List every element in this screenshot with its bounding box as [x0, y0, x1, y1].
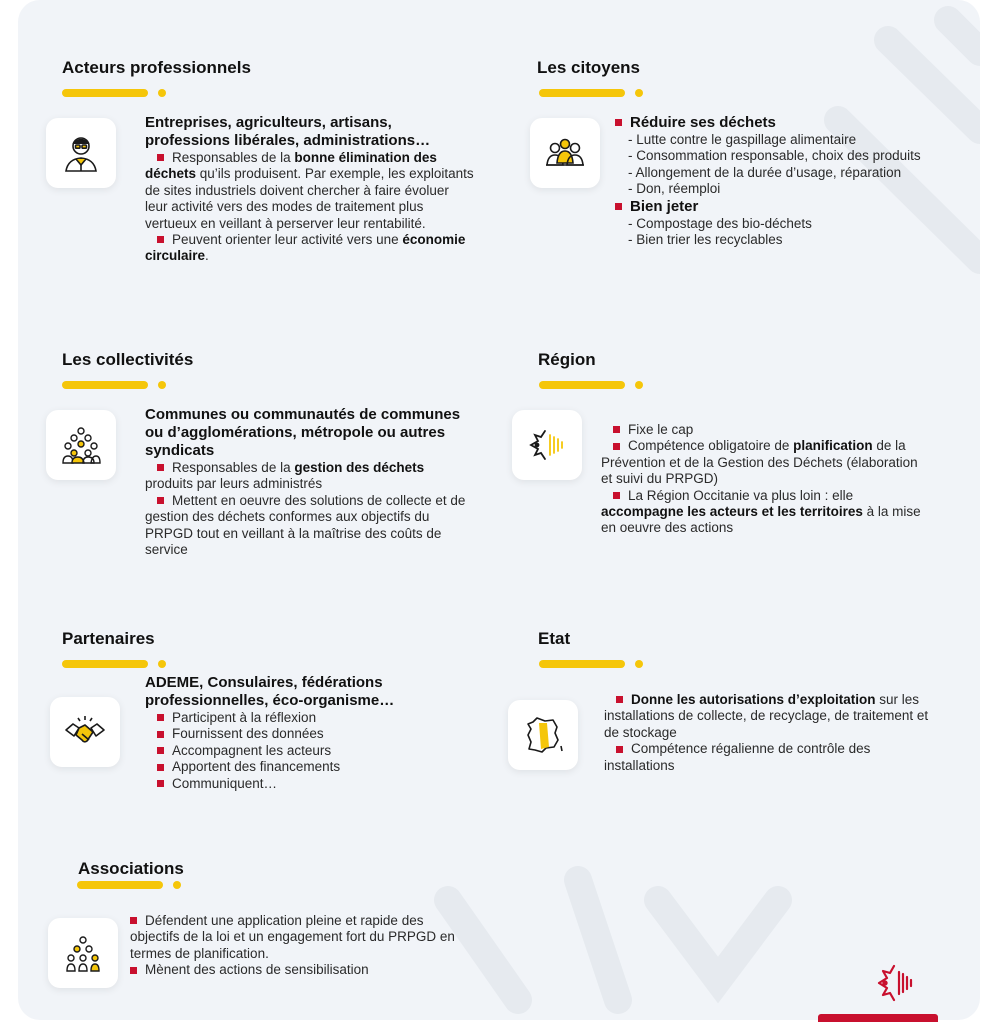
icon-card — [46, 118, 116, 188]
title-underline — [62, 660, 172, 668]
bullet-text: Communiquent… — [172, 775, 278, 791]
bullet-item — [601, 438, 931, 487]
section-title: Acteurs professionnels — [62, 58, 251, 77]
section-title: Les collectivités — [62, 350, 194, 369]
icon-card — [50, 697, 120, 767]
bullet-item — [130, 962, 460, 978]
title-underline — [77, 881, 187, 889]
title-underline — [62, 381, 172, 389]
bullet-text: à la mise en oeuvre des actions — [601, 504, 921, 536]
bullet-bold-text: économie circulaire — [145, 232, 466, 264]
people-pyramid-icon — [61, 931, 105, 975]
community-crowd-icon — [59, 423, 103, 467]
bullet-text: Défendent une application pleine et rapide des objectifs de la loi et un engagement fort du PRPGD en termes de planification. — [130, 913, 455, 961]
bullet-icon — [615, 119, 622, 126]
bullet-icon — [616, 746, 623, 753]
bullet-bold-text: planification — [793, 438, 873, 454]
bullet-text: Compétence régalienne de contrôle des installations — [604, 741, 871, 773]
section-title: Associations — [78, 859, 184, 878]
bullet-item — [130, 913, 460, 962]
list-item: - Compostage des bio-déchets — [628, 215, 812, 231]
lead-text: Entreprises, agriculteurs, artisans, professions libérales, administrations… — [145, 114, 431, 149]
bullet-icon — [616, 696, 623, 703]
bullet-text: . — [205, 248, 209, 264]
icon-card — [512, 410, 582, 480]
region-occitanie-logo-icon — [876, 962, 916, 1004]
lead-text: Communes ou communautés de communes ou d’agglomérations, métropole ou autres syndicats — [145, 406, 461, 459]
bullet-icon — [157, 731, 164, 738]
dash-list — [615, 216, 965, 249]
bullet-icon — [615, 203, 622, 210]
sub-heading — [615, 198, 965, 216]
icon-card — [48, 918, 118, 988]
bullet-text: Responsables de la — [172, 150, 295, 165]
title-underline — [62, 89, 172, 97]
citizens-group-icon — [543, 131, 587, 175]
section-title: Etat — [538, 629, 571, 648]
bullet-item — [601, 422, 931, 438]
bullet-item — [145, 726, 445, 742]
section-title: Les citoyens — [537, 58, 640, 77]
bullet-text: Accompagnent les acteurs — [172, 742, 332, 758]
section-content — [604, 692, 934, 774]
bullet-text: Compétence obligatoire de — [628, 438, 794, 454]
infographic-card — [18, 0, 980, 1020]
bullet-text: Peuvent orienter leur activité vers une — [172, 232, 403, 248]
dash-list — [615, 132, 965, 198]
section-content — [145, 674, 445, 792]
bullet-icon — [157, 497, 164, 504]
lead-text: ADEME, Consulaires, fédérations professionnelles, éco-organisme… — [145, 674, 395, 709]
list-item: - Lutte contre le gaspillage alimentaire — [628, 132, 857, 147]
professional-person-icon — [59, 131, 103, 175]
sub-heading — [615, 114, 965, 132]
bullet-icon — [157, 714, 164, 721]
bullet-text: La Région Occitanie va plus loin : elle — [628, 487, 854, 503]
bullet-text: Mènent des actions de sensibilisation — [145, 962, 369, 978]
bullet-text: Fixe le cap — [628, 422, 694, 437]
section-content — [615, 114, 965, 248]
title-underline — [539, 660, 649, 668]
icon-card — [46, 410, 116, 480]
bullet-item — [604, 692, 934, 741]
bullet-icon — [157, 154, 164, 161]
sub-heading-text: Réduire ses déchets — [630, 114, 776, 131]
bullet-text: Mettent en oeuvre des solutions de collecte et de gestion des déchets conformes aux objectifs du PRPGD tout en veillant à la maîtrise des coûts de service — [145, 492, 466, 558]
bullet-text: Apportent des financements — [172, 759, 341, 775]
section-content — [145, 114, 475, 265]
bullet-item — [145, 743, 445, 759]
bullet-icon — [157, 747, 164, 754]
occitanie-cross-icon — [525, 423, 569, 467]
bullet-text: Fournissent des données — [172, 726, 324, 742]
bullet-bold-text: bonne élimination des déchets — [145, 150, 437, 182]
list-item: - Don, réemploi — [628, 181, 721, 197]
bullet-text: produits par leurs administrés — [145, 476, 323, 492]
bullet-text: qu’ils produisent. Par exemple, les exploitants de sites industriels doivent chercher à faire évoluer leur activité vers des modes de traitement plus vertueux en veillant à perserver leur rentabilité. — [145, 166, 474, 231]
bullet-item — [601, 488, 931, 537]
brand-tab — [818, 1014, 938, 1022]
bullet-item — [145, 493, 475, 559]
bullet-item — [145, 460, 475, 493]
handshake-icon — [63, 710, 107, 754]
france-map-icon — [521, 713, 565, 757]
sub-heading-text: Bien jeter — [630, 197, 699, 215]
bullet-text: Participent à la réflexion — [172, 710, 317, 725]
bullet-bold-text: gestion des déchets — [294, 460, 425, 475]
title-underline — [539, 89, 649, 97]
title-underline — [539, 381, 649, 389]
bullet-icon — [157, 764, 164, 771]
bullet-item — [145, 759, 445, 775]
section-content — [145, 406, 475, 558]
bullet-icon — [157, 236, 164, 243]
bullet-icon — [130, 917, 137, 924]
bullet-item — [604, 741, 934, 774]
bullet-icon — [130, 967, 137, 974]
section-title: Région — [538, 350, 596, 369]
list-item: - Bien trier les recyclables — [628, 232, 783, 248]
icon-card — [508, 700, 578, 770]
bullet-icon — [613, 443, 620, 450]
bullet-text: de la Prévention et de la Gestion des Déchets (élaboration et suivi du PRPGD) — [601, 438, 918, 487]
icon-card — [530, 118, 600, 188]
bullet-text: Responsables de la — [172, 460, 295, 475]
bullet-icon — [157, 780, 164, 787]
bullet-item — [145, 150, 475, 232]
bullet-bold-text: Donne les autorisations d’exploitation — [631, 692, 876, 707]
bullet-icon — [157, 464, 164, 471]
list-item: - Allongement de la durée d’usage, réparation — [628, 164, 902, 180]
bullet-item — [145, 232, 475, 265]
bullet-icon — [613, 426, 620, 433]
bullet-text: sur les installations de collecte, de recyclage, de traitement et de stockage — [604, 692, 929, 740]
bullet-icon — [613, 492, 620, 499]
list-item: - Consommation responsable, choix des produits — [628, 148, 921, 164]
section-content — [601, 422, 931, 537]
bullet-bold-text: accompagne les acteurs et les territoires — [601, 504, 863, 520]
bullet-item — [145, 710, 445, 726]
bullet-item — [145, 776, 445, 792]
section-title: Partenaires — [62, 629, 155, 648]
section-content — [130, 913, 460, 979]
